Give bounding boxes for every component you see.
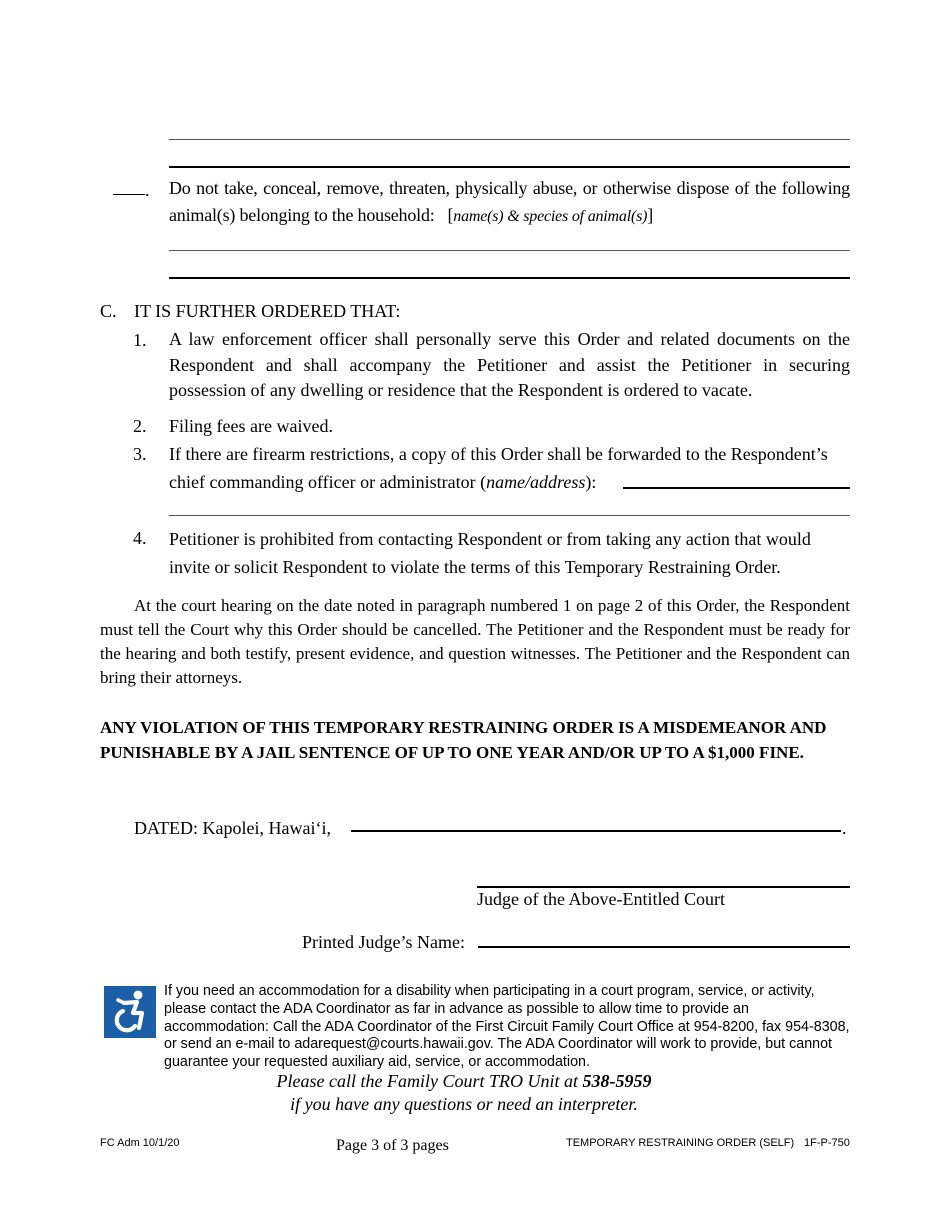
footer-page-number: Page 3 of 3 pages	[336, 1137, 449, 1154]
section-c-letter: C.	[100, 301, 117, 321]
item-2-number: 2.	[133, 416, 147, 436]
tro-unit-line-2: if you have any questions or need an interpreter.	[290, 1094, 638, 1114]
footer-form-title: TEMPORARY RESTRAINING ORDER (SELF)	[566, 1137, 795, 1149]
officer-name-address-line[interactable]	[623, 487, 850, 489]
animals-order-text: Do not take, conceal, remove, threaten, physically abuse, or otherwise dispose of the following animal(s) belonging to the household: [name(s) & species of animal(s)]	[169, 178, 850, 225]
violation-warning: ANY VIOLATION OF THIS TEMPORARY RESTRAINING ORDER IS A MISDEMEANOR AND PUNISHABLE BY A JAIL SENTENCE OF UP TO ONE YEAR AND/OR UP TO A $1,000 FINE.	[100, 718, 827, 762]
officer-address-line-2[interactable]	[169, 515, 850, 516]
footer-form-date: FC Adm 10/1/20	[100, 1137, 180, 1149]
tro-phone: 538-5959	[582, 1071, 652, 1091]
dated-line[interactable]	[351, 830, 841, 832]
footer-form-number: 1F-P-750	[804, 1137, 850, 1149]
hearing-paragraph: At the court hearing on the date noted in paragraph numbered 1 on page 2 of this Order, the Respondent must tell the Court why this Order should be cancelled. The Petitioner and the Respondent must be ready for the hearing and both testify, present evidence, and question witnesses. The Petitioner and the Respondent can bring their attorneys.	[100, 596, 850, 687]
tro-unit-line-1: Please call the Family Court TRO Unit at 538-5959	[276, 1071, 652, 1091]
section-c-heading: IT IS FURTHER ORDERED THAT:	[134, 301, 401, 321]
item-1-number: 1.	[133, 330, 147, 350]
blank-line-top-1[interactable]	[169, 139, 850, 140]
item-1-text: A law enforcement officer shall personally serve this Order and related documents on the Respondent and shall accompany the Petitioner and assist the Petitioner in securing possession of any dwelling or residence that the Respondent is ordered to vacate.	[169, 329, 850, 400]
animals-blank-line-1[interactable]	[169, 250, 850, 251]
item-3-number: 3.	[133, 444, 147, 464]
printed-judge-name-label: Printed Judge’s Name:	[302, 932, 465, 952]
animals-placeholder: name(s) & species of animal(s)	[453, 208, 648, 225]
animals-blank-line-2[interactable]	[169, 277, 850, 279]
judge-caption: Judge of the Above-Entitled Court	[477, 889, 725, 909]
item-2-text: Filing fees are waived.	[169, 416, 333, 436]
item-4-text: Petitioner is prohibited from contacting Respondent or from taking any action that would invite or solicit Respondent to violate the terms of this Temporary Restraining Order.	[169, 529, 811, 577]
item-4-number: 4.	[133, 528, 147, 548]
item-3-text-line-1: If there are firearm restrictions, a copy of this Order shall be forwarded to the Respondent’s	[169, 444, 828, 464]
animals-checkbox-blank[interactable]: .	[113, 177, 150, 204]
item-3-text-line-2: chief commanding officer or administrator (name/address):	[169, 472, 597, 492]
dated-label: DATED: Kapolei, Hawai‘i,	[134, 818, 331, 838]
accessibility-icon	[104, 986, 156, 1038]
dated-period: .	[842, 818, 847, 838]
printed-judge-name-line[interactable]	[478, 946, 850, 948]
blank-line-top-2[interactable]	[169, 166, 850, 168]
ada-notice: If you need an accommodation for a disability when participating in a court program, service, or activity, please contact the ADA Coordinator as far in advance as possible to allow time to provide an accommodation: Call the ADA Coordinator of the First Circuit Family Court Office at 954-8200, fax 954-8308, or send an e-mail to adarequest@courts.hawaii.gov. The ADA Coordinator will work to provide, but cannot guarantee your requested auxiliary aid, service, or accommodation.	[164, 983, 850, 1071]
